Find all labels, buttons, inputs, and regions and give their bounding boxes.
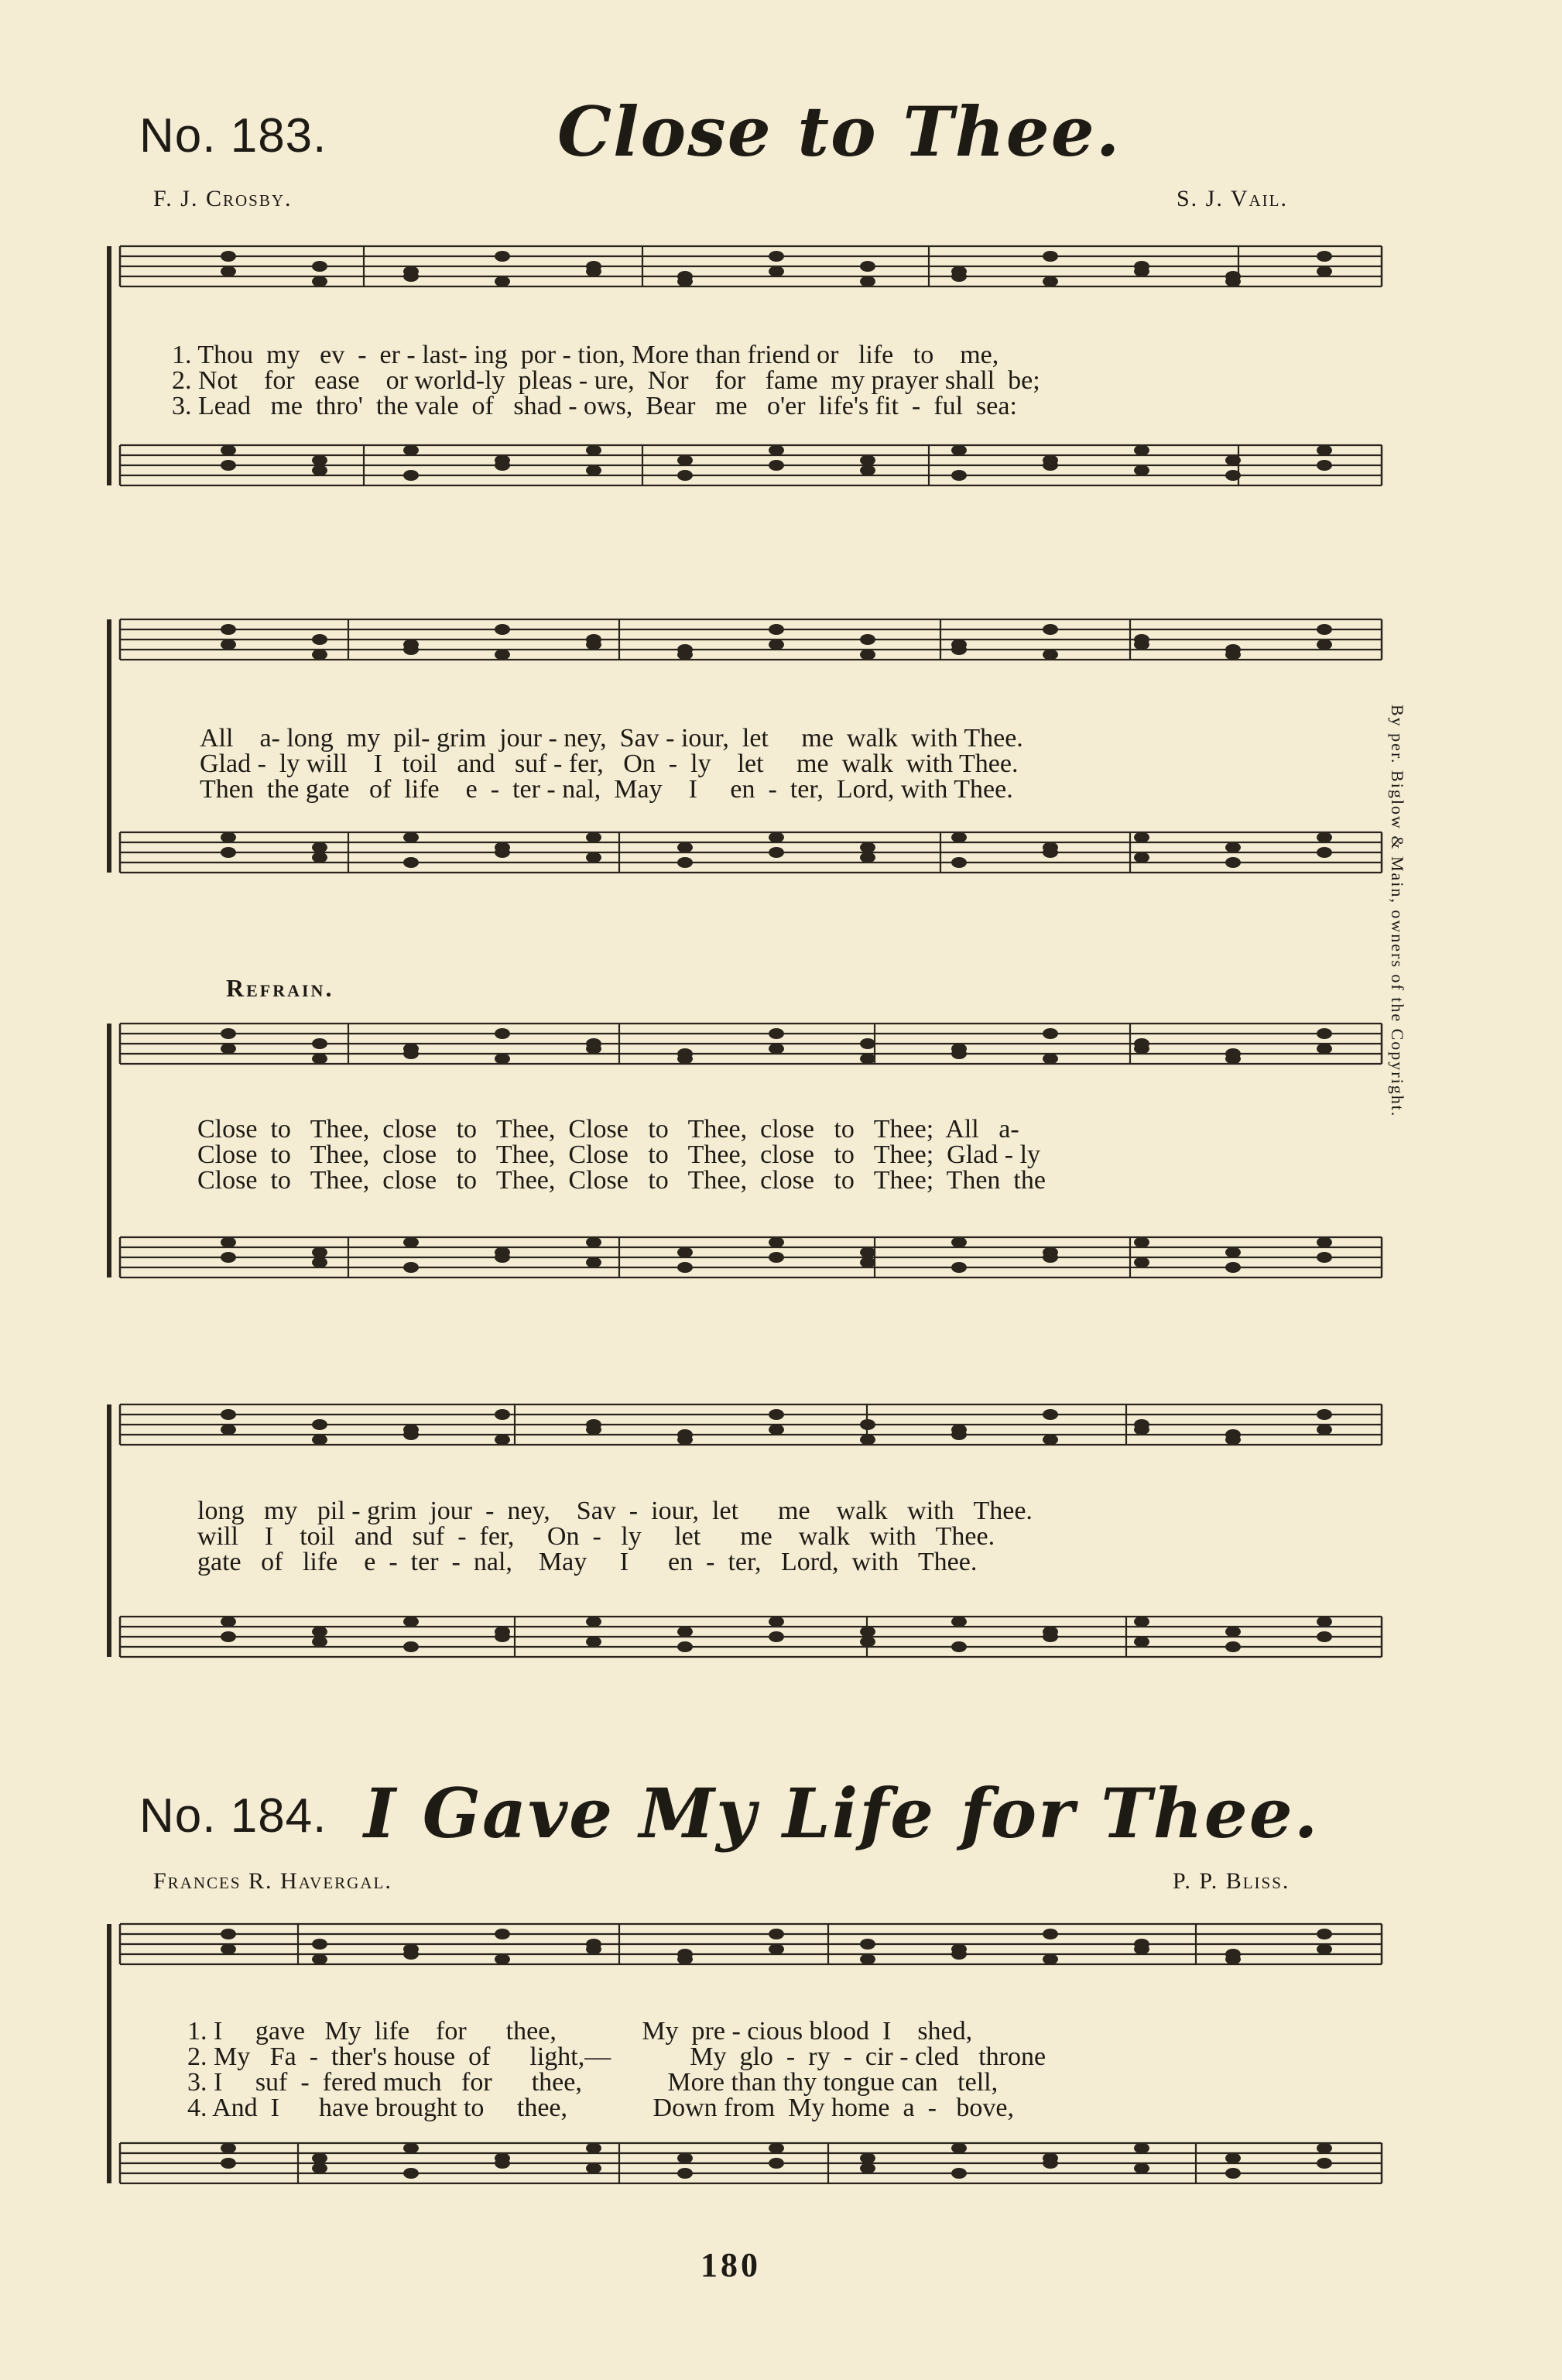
hymn-184-title: I Gave My Life for Thee.: [364, 1773, 1320, 1854]
hymn-183-title: Close to Thee.: [557, 91, 1122, 172]
hymn-184-music-credit: P. P. Bliss.: [1173, 1868, 1290, 1894]
lyric-line: gate of life e - ter - nal, May I en - ter, Lord, with Thee.: [197, 1548, 978, 1576]
lyric-line: long my pil - grim jour - ney, Sav - iour, let me walk with Thee.: [197, 1497, 1033, 1525]
lyric-line: Close to Thee, close to Thee, Close to Thee, close to Thee; All a-: [197, 1115, 1019, 1144]
refrain-label: Refrain.: [226, 974, 334, 1002]
lyric-line: All a- long my pil- grim jour - ney, Sav - iour, let me walk with Thee.: [200, 724, 1023, 753]
hymn-184-number: No. 184.: [139, 1789, 327, 1843]
lyric-line: will I toil and suf - fer, On - ly let me walk with Thee.: [197, 1522, 995, 1551]
lyric-line: 4. And I have brought to thee, Down from My home a - bove,: [187, 2094, 1014, 2122]
lyric-line: 2. My Fa - ther's house of light,— My glo - ry - cir - cled throne: [187, 2042, 1046, 2071]
lyric-line: 3. I suf - fered much for thee, More than thy tongue can tell,: [187, 2068, 999, 2097]
hymn-183-words-credit: F. J. Crosby.: [153, 186, 293, 211]
lyric-line: 3. Lead me thro' the vale of shad - ows, Bear me o'er life's fit - ful sea:: [172, 392, 1017, 420]
copyright-note: By per. Biglow & Main, owners of the Copyright.: [1388, 705, 1407, 1118]
hymn-183-music-credit: S. J. Vail.: [1177, 186, 1288, 211]
lyric-line: Close to Thee, close to Thee, Close to Thee, close to Thee; Then the: [197, 1166, 1046, 1195]
lyric-line: Glad - ly will I toil and suf - fer, On - ly let me walk with Thee.: [200, 749, 1019, 778]
lyric-line: Then the gate of life e - ter - nal, May I en - ter, Lord, with Thee.: [200, 775, 1013, 804]
hymn-184-words-credit: Frances R. Havergal.: [153, 1868, 392, 1894]
hymn-183-number: No. 183.: [139, 109, 327, 163]
lyric-line: Close to Thee, close to Thee, Close to Thee, close to Thee; Glad - ly: [197, 1140, 1041, 1169]
page-number: 180: [701, 2246, 761, 2284]
lyric-line: 1. I gave My life for thee, My pre - cious blood I shed,: [187, 2017, 973, 2046]
lyric-line: 2. Not for ease or world-ly pleas - ure, Nor for fame my prayer shall be;: [172, 366, 1040, 395]
lyric-line: 1. Thou my ev - er - last- ing por - tion, More than friend or life to me,: [172, 341, 999, 369]
